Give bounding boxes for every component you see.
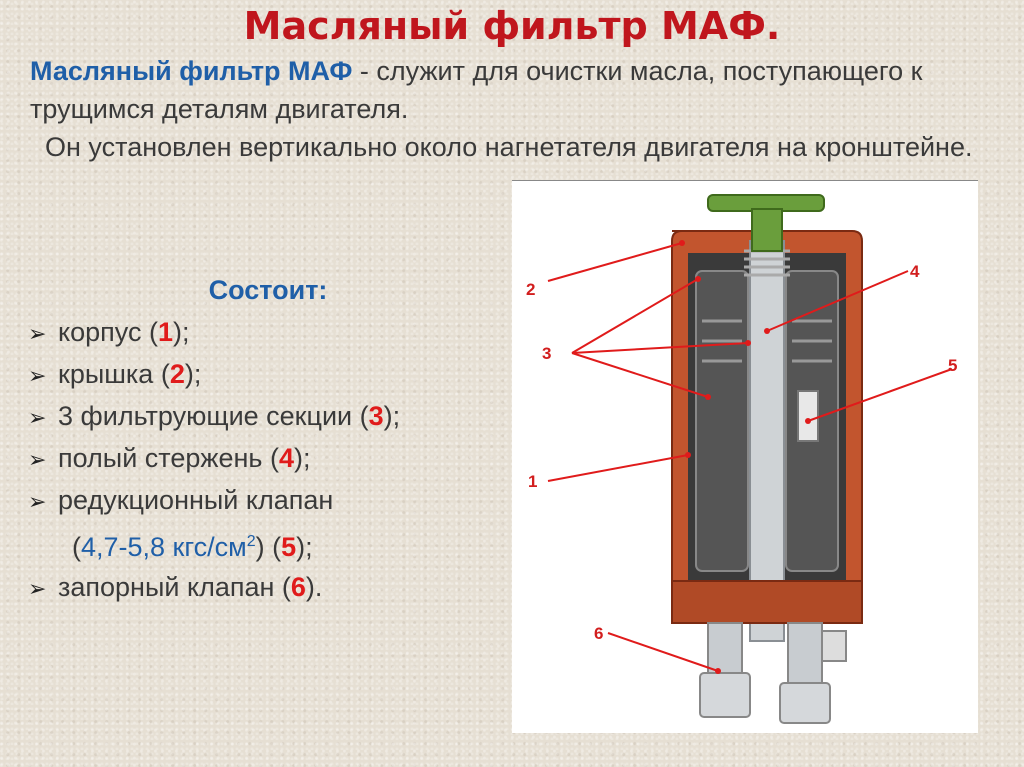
reduction-valve [798, 391, 818, 441]
arrow-bullet-icon: ➢ [28, 489, 47, 514]
callout-4: 4 [910, 262, 920, 281]
arrow-bullet-icon: ➢ [28, 321, 47, 346]
callout-6: 6 [594, 624, 604, 643]
composition-heading: Состоит: [208, 275, 328, 305]
bottom-nut-left [700, 673, 750, 717]
intro-text [30, 52, 990, 166]
bottom-nut-right [780, 683, 830, 723]
bottom-fitting-right [788, 623, 822, 683]
callout-2: 2 [526, 280, 536, 299]
housing-bottom [672, 581, 862, 623]
intro-text-2: Он установлен вертикально около нагнетателя двигателя на кронштейне. [45, 132, 973, 162]
handle-stem [752, 209, 782, 251]
bottom-fitting-left [708, 623, 742, 673]
filter-diagram [512, 181, 978, 733]
intro-highlight: Масляный фильтр МАФ [30, 56, 353, 86]
list-item: ➢ 3 фильтрующие секции (3); [28, 396, 518, 438]
slide-title: Масляный фильтр МАФ. [243, 4, 781, 48]
list-item: ➢ полый стержень (4); [28, 438, 518, 480]
side-fitting [822, 631, 846, 661]
arrow-bullet-icon: ➢ [28, 447, 47, 472]
list-item: ➢ редукционный клапан [28, 480, 518, 522]
arrow-bullet-icon: ➢ [28, 405, 47, 430]
filter-cutaway-figure [512, 180, 978, 733]
list-item: ➢ крышка (2); [28, 354, 518, 396]
arrow-bullet-icon: ➢ [28, 576, 47, 601]
filter-section-left [696, 271, 748, 571]
composition-list [28, 272, 518, 609]
list-item-continuation: (4,7-5,8 кгс/$см^2$) (5); [72, 532, 313, 562]
list-item: ➢ запорный клапан (6). [28, 567, 518, 609]
callout-5: 5 [948, 356, 958, 375]
list-item: ➢ корпус (1); [28, 312, 518, 354]
callout-1: 1 [528, 472, 538, 491]
arrow-bullet-icon: ➢ [28, 363, 47, 388]
callout-3: 3 [542, 344, 552, 363]
intro-text-1: - служит для очистки масла, поступающего к трущимся деталям двигателя. [30, 56, 923, 124]
